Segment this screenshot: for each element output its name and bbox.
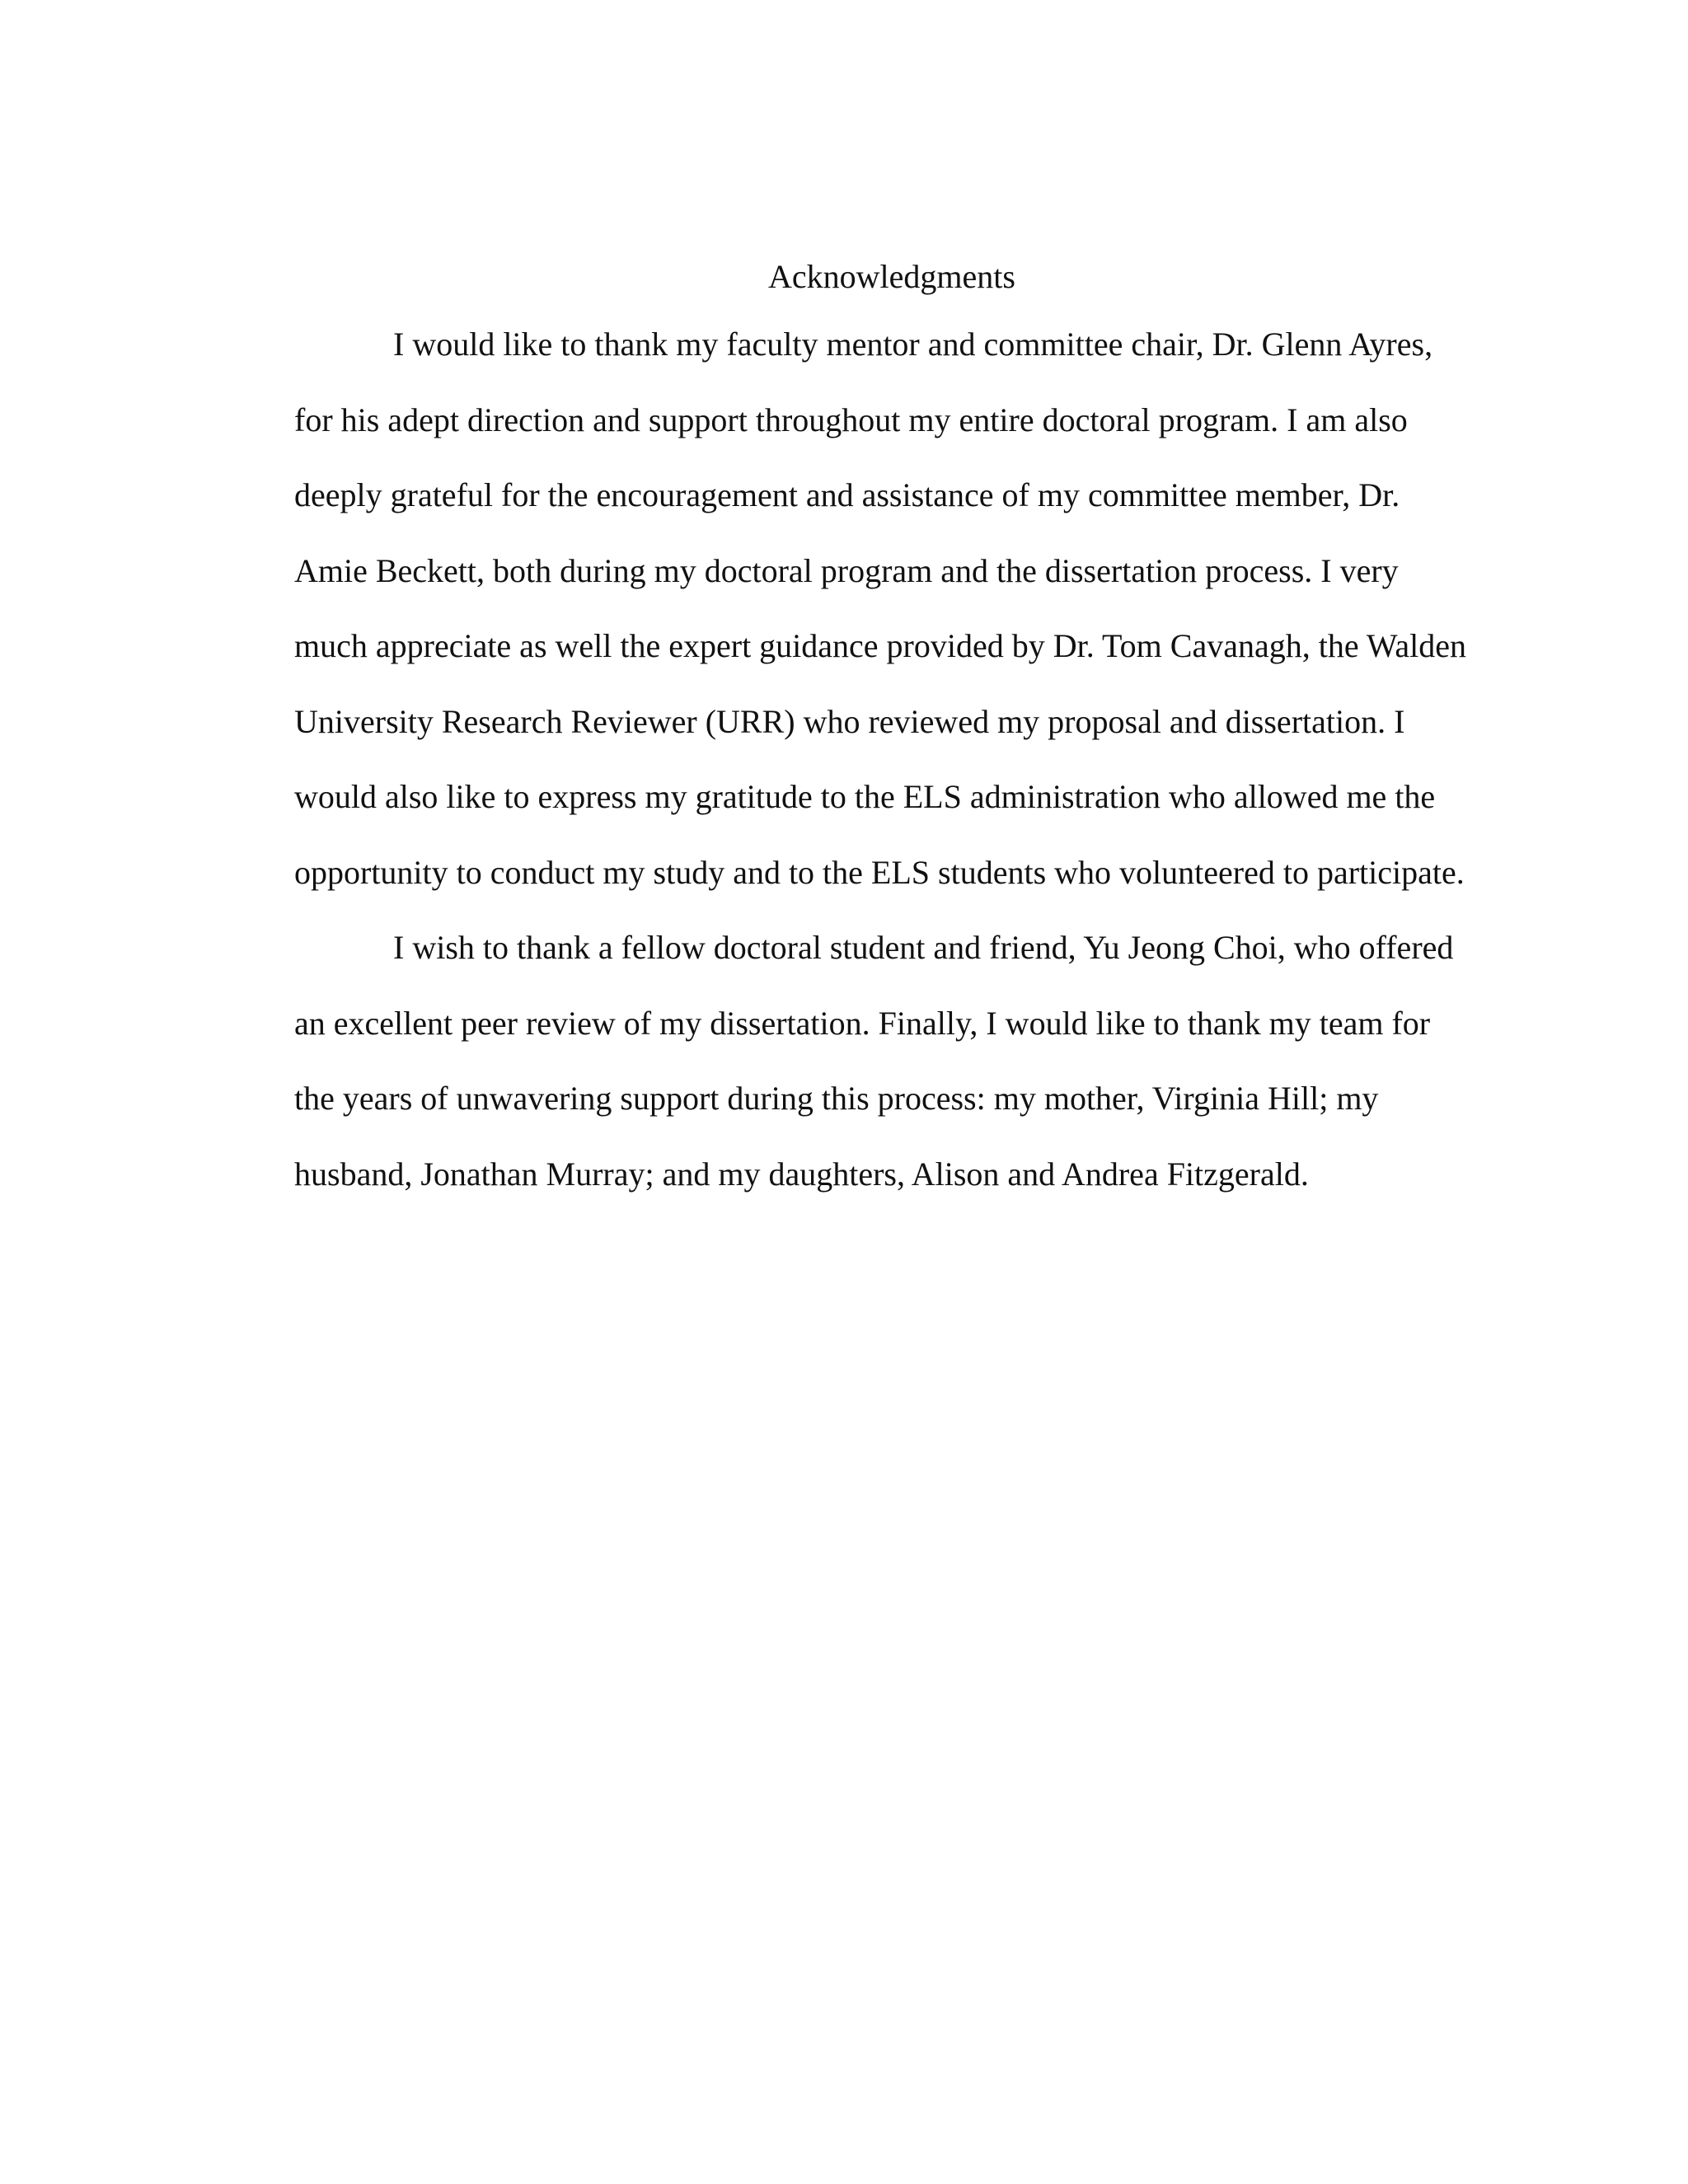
paragraph-line: an excellent peer review of my dissertation. Finally, I would like to thank my team for <box>294 1004 1431 1042</box>
paragraph-line: I wish to thank a fellow doctoral student and friend, Yu Jeong Choi, who offered <box>393 929 1454 966</box>
page-title: Acknowledgments <box>768 258 1015 295</box>
paragraph-line: the years of unwavering support during this process: my mother, Virginia Hill; my <box>294 1080 1379 1117</box>
paragraph-line: for his adept direction and support throughout my entire doctoral program. I am also <box>294 401 1408 438</box>
paragraph-line: would also like to express my gratitude to the ELS administration who allowed me the <box>294 778 1436 815</box>
paragraph-line: husband, Jonathan Murray; and my daughters, Alison and Andrea Fitzgerald. <box>294 1155 1309 1193</box>
paragraph-line: deeply grateful for the encouragement and assistance of my committee member, Dr. <box>294 476 1400 513</box>
paragraph-2 <box>294 910 1481 1212</box>
page-content <box>294 247 1481 1212</box>
paragraph-line: opportunity to conduct my study and to the ELS students who volunteered to participate. <box>294 853 1465 891</box>
paragraph-line: Amie Beckett, both during my doctoral program and the dissertation process. I very <box>294 551 1399 589</box>
paragraph-line: much appreciate as well the expert guidance provided by Dr. Tom Cavanagh, the Walden <box>294 627 1467 664</box>
paragraph-line: I would like to thank my faculty mentor and committee chair, Dr. Glenn Ayres, <box>393 326 1433 363</box>
paragraph-1 <box>294 307 1481 910</box>
paragraph-line: University Research Reviewer (URR) who reviewed my proposal and dissertation. I <box>294 702 1405 740</box>
